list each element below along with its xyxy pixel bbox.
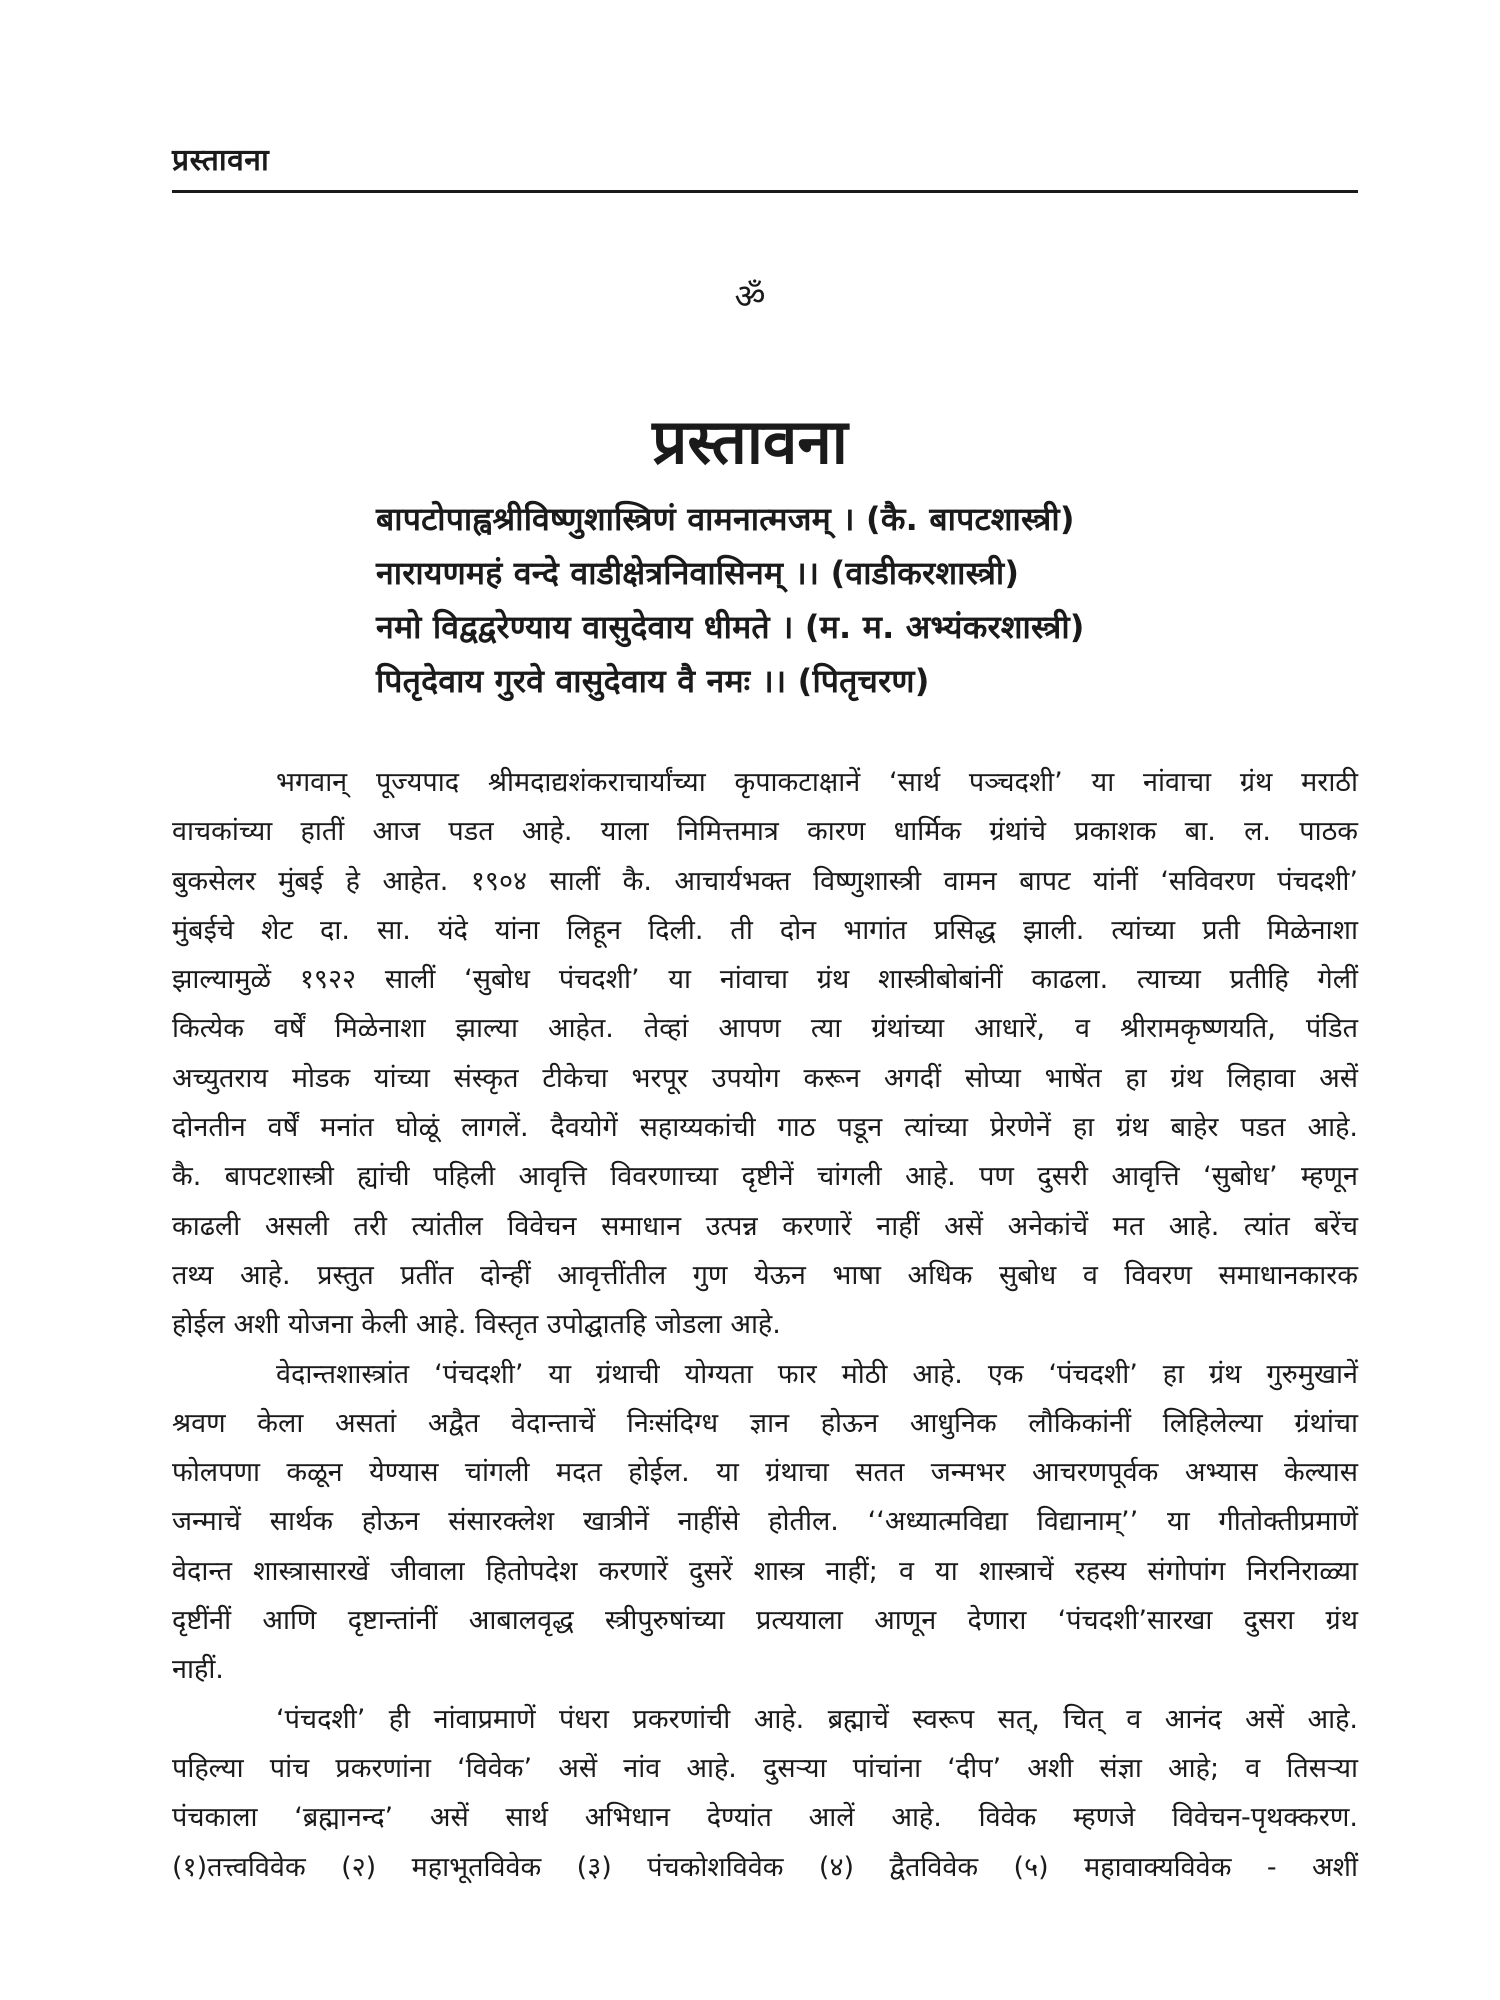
text-line: श्रवण केला असतां अद्वैत वेदान्ताचें निःसंदिग्ध ज्ञान होऊन आधुनिक लौकिकांनीं लिहिलेल्या ग्रंथांचा <box>172 1407 1358 1439</box>
verse-line: नमो विद्वद्वरेण्याय वासुदेवाय धीमते । (म. म. अभ्यंकरशास्त्री) <box>376 608 1085 646</box>
paragraph <box>172 758 1358 1350</box>
invocation-verses <box>376 492 1336 708</box>
paragraph <box>172 1695 1358 1892</box>
verse-line: बापटोपाह्वश्रीविष्णुशास्त्रिणं वामनात्मजम् । (कै. बापटशास्त्री) <box>376 500 1075 538</box>
running-title: प्रस्तावना <box>172 143 270 178</box>
body-text <box>172 758 1358 1892</box>
verse-line: पितृदेवाय गुरवे वासुदेवाय वै नमः ।। (पितृचरण) <box>376 662 930 700</box>
text-line: अच्युतराय मोडक यांच्या संस्कृत टीकेचा भरपूर उपयोग करून अगदीं सोप्या भाषेंत हा ग्रंथ लिहावा असें <box>172 1062 1358 1094</box>
text-line: नाहीं. <box>172 1654 224 1686</box>
text-line: पंचकाला ‘ब्रह्मानन्द’ असें सार्थ अभिधान देण्यांत आलें आहे. विवेक म्हणजे विवेचन-पृथक्करण. <box>172 1802 1358 1834</box>
om-symbol: ॐ <box>734 277 766 317</box>
text-line: दृष्टींनीं आणि दृष्टान्तांनीं आबालवृद्ध स्त्रीपुरुषांच्या प्रत्ययाला आणून देणारा ‘पंचदशी’सारखा दुसरा ग्रंथ <box>172 1605 1358 1637</box>
text-line: पहिल्या पांच प्रकरणांना ‘विवेक’ असें नांव आहे. दुसऱ्या पांचांना ‘दीप’ अशी संज्ञा आहे; व तिसऱ्या <box>172 1752 1358 1784</box>
paragraph <box>172 1350 1358 1695</box>
verse-line: नारायणमहं वन्दे वाडीक्षेत्रनिवासिनम् ।। (वाडीकरशास्त्री) <box>376 554 1020 592</box>
text-line: वेदान्तशास्त्रांत ‘पंचदशी’ या ग्रंथाची योग्यता फार मोठी आहे. एक ‘पंचदशी’ हा ग्रंथ गुरुमुखानें <box>276 1358 1358 1390</box>
text-line: काढली असली तरी त्यांतील विवेचन समाधान उत्पन्न करणारें नाहीं असें अनेकांचें मत आहे. त्यांत बरेंच <box>172 1210 1358 1242</box>
text-line: जन्माचें सार्थक होऊन संसारक्लेश खात्रीनें नाहींसे होतील. ‘‘अध्यात्मविद्या विद्यानाम्’’ या गीतोक्तीप्रमाणें <box>172 1506 1358 1538</box>
text-line: कित्येक वर्षें मिळेनाशा झाल्या आहेत. तेव्हां आपण त्या ग्रंथांच्या आधारें, व श्रीरामकृष्णयति, पंडित <box>172 1013 1358 1045</box>
text-line: दोनतीन वर्षें मनांत घोळूं लागलें. दैवयोगें सहाय्यकांची गाठ पडून त्यांच्या प्रेरणेनें हा ग्रंथ बाहेर पडत आहे. <box>172 1112 1358 1144</box>
text-line: ‘पंचदशी’ ही नांवाप्रमाणें पंधरा प्रकरणांची आहे. ब्रह्माचें स्वरूप सत्, चित् व आनंद असें आहे. <box>276 1703 1358 1735</box>
text-line: वाचकांच्या हातीं आज पडत आहे. याला निमित्तमात्र कारण धार्मिक ग्रंथांचे प्रकाशक बा. ल. पाठक <box>172 816 1358 848</box>
text-line: बुकसेलर मुंबई हे आहेत. १९०४ सालीं कै. आचार्यभक्त विष्णुशास्त्री वामन बापट यांनीं ‘सविवरण पंचदशी’ <box>172 865 1358 897</box>
text-line: झाल्यामुळें १९२२ सालीं ‘सुबोध पंचदशी’ या नांवाचा ग्रंथ शास्त्रीबोबांनीं काढला. त्याच्या प्रतीहि गेलीं <box>172 964 1358 996</box>
text-line: (१)तत्त्वविवेक (२) महाभूतविवेक (३) पंचकोशविवेक (४) द्वैतविवेक (५) महावाक्यविवेक - अशीं <box>172 1851 1358 1883</box>
page-title: प्रस्तावना <box>652 405 848 478</box>
text-line: फोलपणा कळून येण्यास चांगली मदत होईल. या ग्रंथाचा सतत जन्मभर आचरणपूर्वक अभ्यास केल्यास <box>172 1457 1358 1489</box>
header-rule <box>172 190 1358 193</box>
text-line: वेदान्त शास्त्रासारखें जीवाला हितोपदेश करणारें दुसरें शास्त्र नाहीं; व या शास्त्राचें रहस्य संगोपांग निरनिराळ्या <box>172 1555 1358 1587</box>
text-line: भगवान् पूज्यपाद श्रीमदाद्यशंकराचार्यांच्या कृपाकटाक्षानें ‘सार्थ पञ्चदशी’ या नांवाचा ग्रंथ मराठी <box>276 767 1358 798</box>
text-line: तथ्य आहे. प्रस्तुत प्रतींत दोन्हीं आवृत्तींतील गुण येऊन भाषा अधिक सुबोध व विवरण समाधानकारक <box>172 1259 1358 1291</box>
text-line: होईल अशी योजना केली आहे. विस्तृत उपोद्घातहि जोडला आहे. <box>172 1309 781 1341</box>
text-line: कै. बापटशास्त्री ह्यांची पहिली आवृत्ति विवरणाच्या दृष्टीनें चांगली आहे. पण दुसरी आवृत्ति ‘सुबोध’ म्हणून <box>172 1161 1358 1193</box>
text-line: मुंबईचे शेट दा. सा. यंदे यांना लिहून दिली. ती दोन भागांत प्रसिद्ध झाली. त्यांच्या प्रती मिळेनाशा <box>172 914 1358 946</box>
